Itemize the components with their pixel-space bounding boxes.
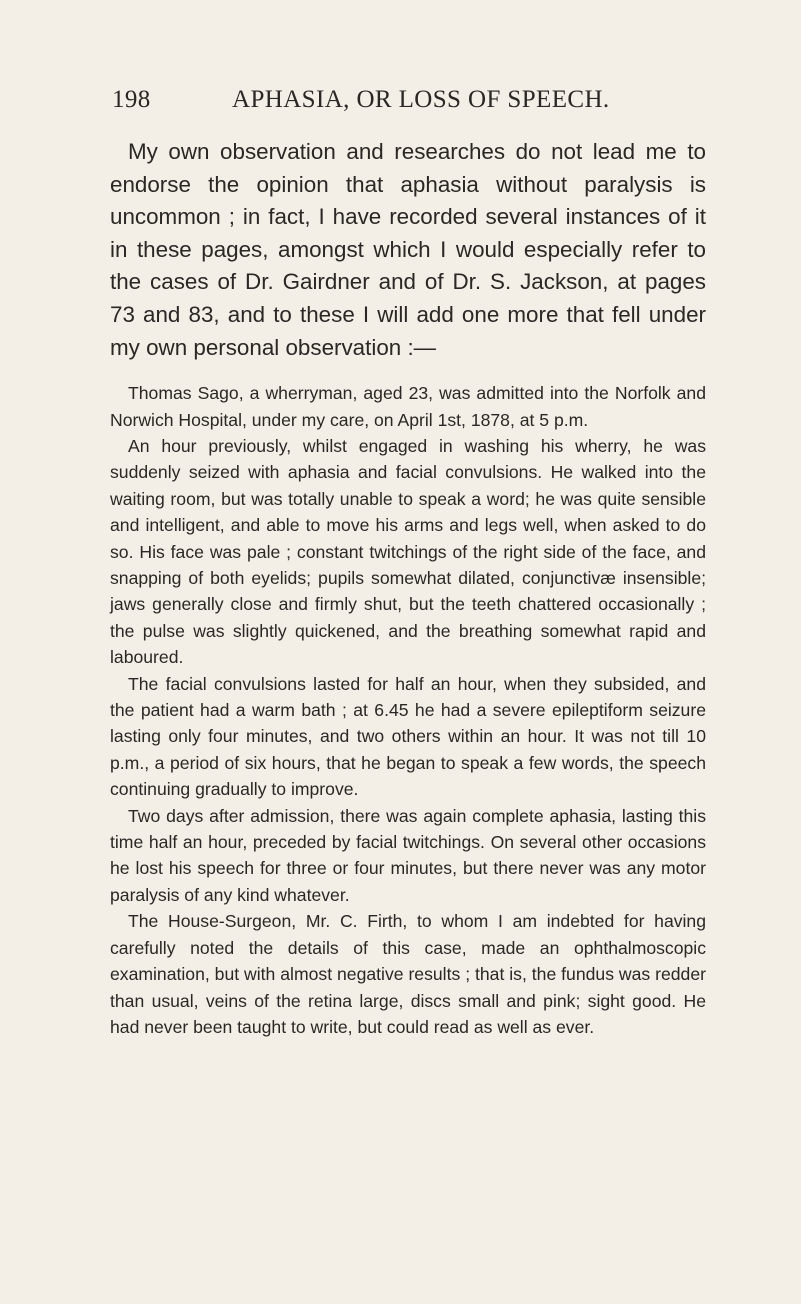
body-text xyxy=(110,136,706,1040)
case-paragraph-examination: The House-Surgeon, Mr. C. Firth, to whom I am indebted for having carefully noted the details of this case, made an ophthalmoscopic examination, but with almost negative results ; that is, the fundus was redder than usual, veins of the retina large, discs small and pink; sight good. He had never been taught to write, but could read as well as ever. xyxy=(110,911,706,1037)
page-number: 198 xyxy=(112,86,151,113)
running-head xyxy=(112,86,712,120)
case-paragraph-convulsions: The facial convulsions lasted for half an hour, when they subsided, and the patient had a warm bath ; at 6.45 he had a severe epileptiform seizure lasting only four minutes, and two others within an hour. It was not till 10 p.m., a period of six hours, that he began to speak a few words, the speech continuing gradually to improve. xyxy=(110,673,706,800)
running-head-title: APHASIA, OR LOSS OF SPEECH. xyxy=(232,86,610,113)
intro-paragraph: My own observation and researches do not lead me to endorse the opinion that aphasia without paralysis is uncommon ; in fact, I have recorded several instances of it in these pages, amongst which I would especially refer to the cases of Dr. Gairdner and of Dr. S. Jackson, at pages 73 and 83, and to these I will add one more that fell under my own personal observation :— xyxy=(110,139,706,360)
case-paragraph-recurrence: Two days after admission, there was again complete aphasia, lasting this time half an hour, preceded by facial twitchings. On several other occasions he lost his speech for three or four minutes, but there never was any motor paralysis of any kind whatever. xyxy=(110,805,706,905)
case-paragraph-admission: Thomas Sago, a wherryman, aged 23, was admitted into the Norfolk and Norwich Hospital, under my care, on April 1st, 1878, at 5 p.m. xyxy=(110,383,706,430)
case-report xyxy=(110,380,706,1040)
case-paragraph-symptoms: An hour previously, whilst engaged in washing his wherry, he was suddenly seized with aphasia and facial convulsions. He walked into the waiting room, but was totally unable to speak a word; he was quite sensible and intelligent, and able to move his arms and legs well, when asked to do so. His face was pale ; constant twitchings of the right side of the face, and snapping of both eyelids; pupils somewhat dilated, conjunctivæ insensible; jaws generally close and firmly shut, but the teeth chattered occasionally ; the pulse was slightly quickened, and the breathing somewhat rapid and laboured. xyxy=(110,435,706,668)
